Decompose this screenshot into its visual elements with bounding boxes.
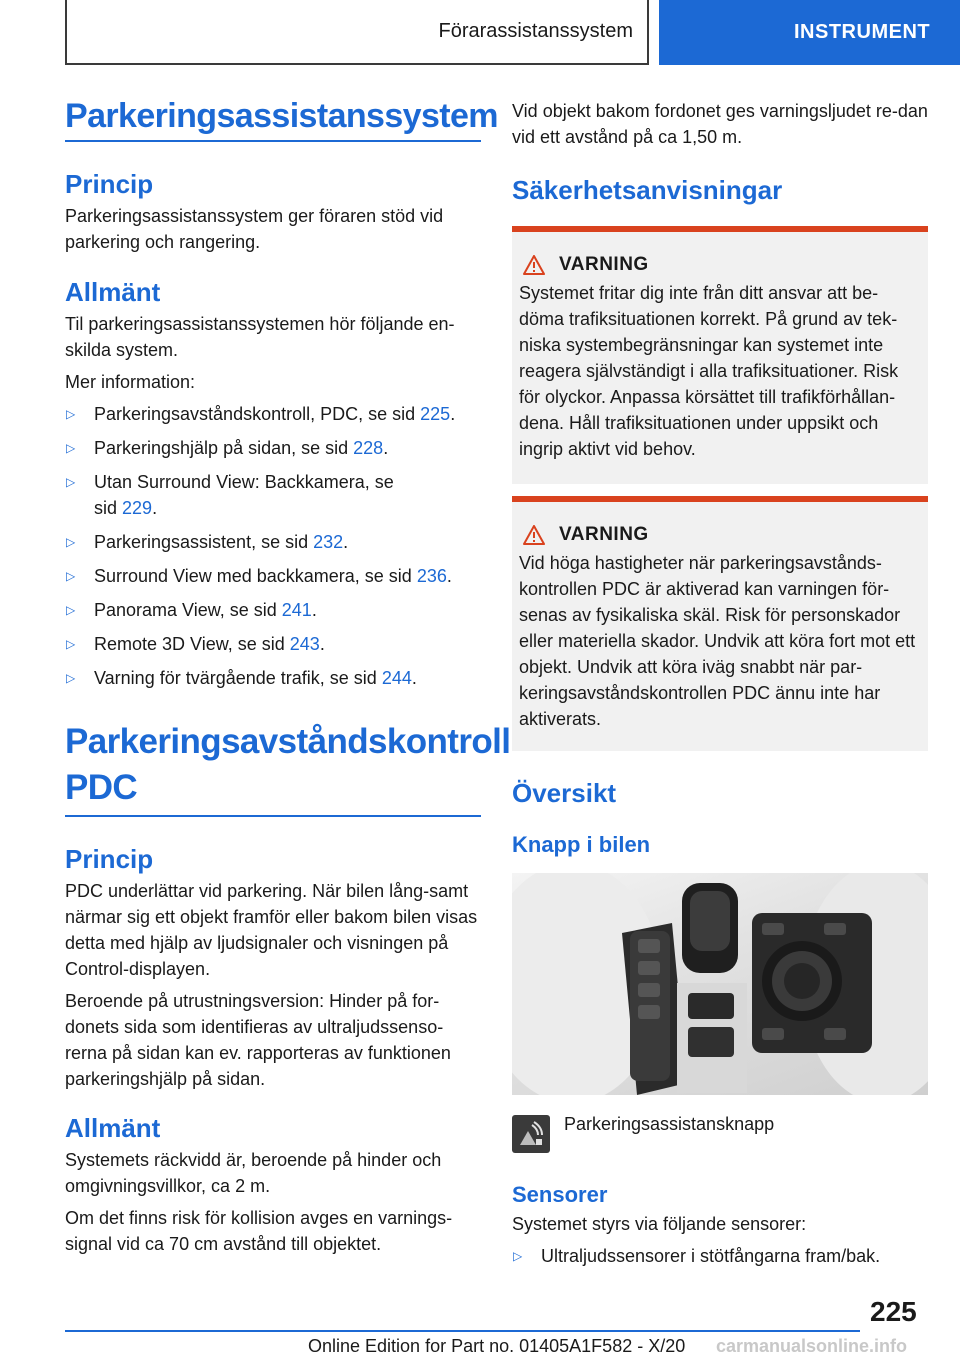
right-column xyxy=(512,98,928,1269)
list-item: ▷ Remote 3D View, se sid 243. xyxy=(65,631,481,657)
center-console-illustration xyxy=(512,873,928,1095)
sensorer-text: Systemet styrs via följande sensorer: xyxy=(512,1214,807,1234)
list-item: ▷ Surround View med backkamera, se sid 236. xyxy=(65,563,481,589)
list-item: ▷ Utan Surround View: Backkamera, se sid 229. xyxy=(65,469,481,521)
footer-edition: Online Edition for Part no. 01405A1F582 - X/20 xyxy=(308,1336,686,1356)
page-title: Parkeringsassistanssystem xyxy=(65,96,481,142)
page-link[interactable]: 241 xyxy=(281,600,312,620)
list-item: ▷ Varning för tvärgående trafik, se sid 244. xyxy=(65,665,481,691)
header-section-title: Förarassistanssystem xyxy=(438,20,633,42)
more-info-label: Mer information: xyxy=(65,372,196,392)
footer-divider xyxy=(65,1330,860,1332)
list-item: ▷ Parkeringsavståndskontroll, PDC, se sid 225. xyxy=(65,401,481,427)
triangle-bullet-icon: ▷ xyxy=(513,1249,523,1263)
princip2-text2: Beroende på utrustningsversion: Hinder på for-donets sida som identifieras av ultraljudssenso-rerna på sidan kan ev. rapporteras av funktionen parkeringshjälp på sidan. xyxy=(65,991,451,1089)
warning-triangle-icon xyxy=(523,255,545,275)
princip-text: Parkeringsassistanssystem ger föraren stöd vid parkering och rangering. xyxy=(65,206,444,252)
warning-triangle-icon xyxy=(523,525,545,545)
sensor-list xyxy=(512,1243,928,1269)
page-link[interactable]: 236 xyxy=(416,566,447,586)
warning-text: Systemet fritar dig inte från ditt ansvar att be-döma trafiksituationen korrekt. På grund av tek-niska systembegränsningar kan systemet inte reagera självständigt i alla trafiksituationer. Risk för olyckor. Anpassa körsättet till trafikförhållan-dena. Håll trafiksituationen under uppsikt och ingrip aktivt vid behov. xyxy=(519,283,899,459)
allmant2-text2: Om det finns risk för kollision avges en varnings-signal vid ca 70 cm avstånd till objektet. xyxy=(65,1208,453,1254)
button-caption: Parkeringsassistansknapp xyxy=(564,1114,775,1134)
pdc-title: Parkeringsavståndskontroll PDC xyxy=(65,719,481,817)
warning-text: Vid höga hastigheter när parkeringsavstånds-kontrollen PDC är aktiverad kan varningen för-senas av fysikaliska skäl. Risk för personskador eller materiella skador. Undvik att köra fort mot ett objekt. Undvik att köra iväg snabbt när par-keringsavståndskontrollen PDC ännu inte har aktiverats. xyxy=(519,553,916,729)
watermark: carmanualsonline.info xyxy=(716,1336,908,1356)
list-item: ▷ Parkeringshjälp på sidan, se sid 228. xyxy=(65,435,481,461)
list-item: ▷ Parkeringsassistent, se sid 232. xyxy=(65,529,481,555)
warning-title: VARNING xyxy=(519,254,921,276)
system-list xyxy=(65,401,481,691)
triangle-bullet-icon: ▷ xyxy=(66,441,76,455)
triangle-bullet-icon: ▷ xyxy=(66,637,76,651)
button-caption-row xyxy=(512,1115,928,1153)
page-link[interactable]: 243 xyxy=(289,634,320,654)
intro-text: Vid objekt bakom fordonet ges varningsljudet re-dan vid ett avstånd på ca 1,50 m. xyxy=(512,101,928,147)
allmant2-text: Systemets räckvidd är, beroende på hinder och omgivningsvillkor, ca 2 m. xyxy=(65,1150,442,1196)
allmant-text: Til parkeringsassistanssystemen hör följande en-skilda system. xyxy=(65,314,455,360)
oversikt-heading: Översikt xyxy=(512,778,617,808)
page-link[interactable]: 228 xyxy=(353,438,384,458)
list-item: ▷ Ultraljudssensorer i stötfångarna fram/bak. xyxy=(512,1243,928,1269)
left-column xyxy=(65,96,511,1257)
header-chapter-tab[interactable] xyxy=(659,0,960,65)
center-console-photo xyxy=(512,873,928,1095)
safety-heading: Säkerhetsanvisningar xyxy=(512,175,783,205)
warning-title: VARNING xyxy=(519,524,921,546)
triangle-bullet-icon: ▷ xyxy=(66,671,76,685)
header-section xyxy=(65,0,649,65)
page-link[interactable]: 232 xyxy=(313,532,344,552)
triangle-bullet-icon: ▷ xyxy=(66,535,76,549)
parking-assist-button-icon xyxy=(512,1115,550,1153)
triangle-bullet-icon: ▷ xyxy=(66,407,76,421)
list-item: ▷ Panorama View, se sid 241. xyxy=(65,597,481,623)
princip2-heading: Princip xyxy=(65,844,154,874)
triangle-bullet-icon: ▷ xyxy=(66,603,76,617)
allmant2-heading: Allmänt xyxy=(65,1113,161,1143)
header-chapter-title: INSTRUMENT xyxy=(794,21,931,43)
sensorer-heading: Sensorer xyxy=(512,1182,608,1207)
page-number: 225 xyxy=(870,1296,917,1327)
allmant-heading: Allmänt xyxy=(65,277,161,307)
warning-box-2 xyxy=(512,496,928,751)
page-link[interactable]: 229 xyxy=(122,498,153,518)
triangle-bullet-icon: ▷ xyxy=(66,569,76,583)
triangle-bullet-icon: ▷ xyxy=(66,475,76,489)
princip-heading: Princip xyxy=(65,169,154,199)
page-link[interactable]: 225 xyxy=(420,404,451,424)
page-link[interactable]: 244 xyxy=(381,668,412,688)
warning-box-1 xyxy=(512,226,928,484)
knapp-heading: Knapp i bilen xyxy=(512,832,651,857)
princip2-text: PDC underlättar vid parkering. När bilen lång-samt närmar sig ett objekt framför eller bakom bilen visas detta med hjälp av ljudsignaler och visningen på Control-displayen. xyxy=(65,881,478,979)
